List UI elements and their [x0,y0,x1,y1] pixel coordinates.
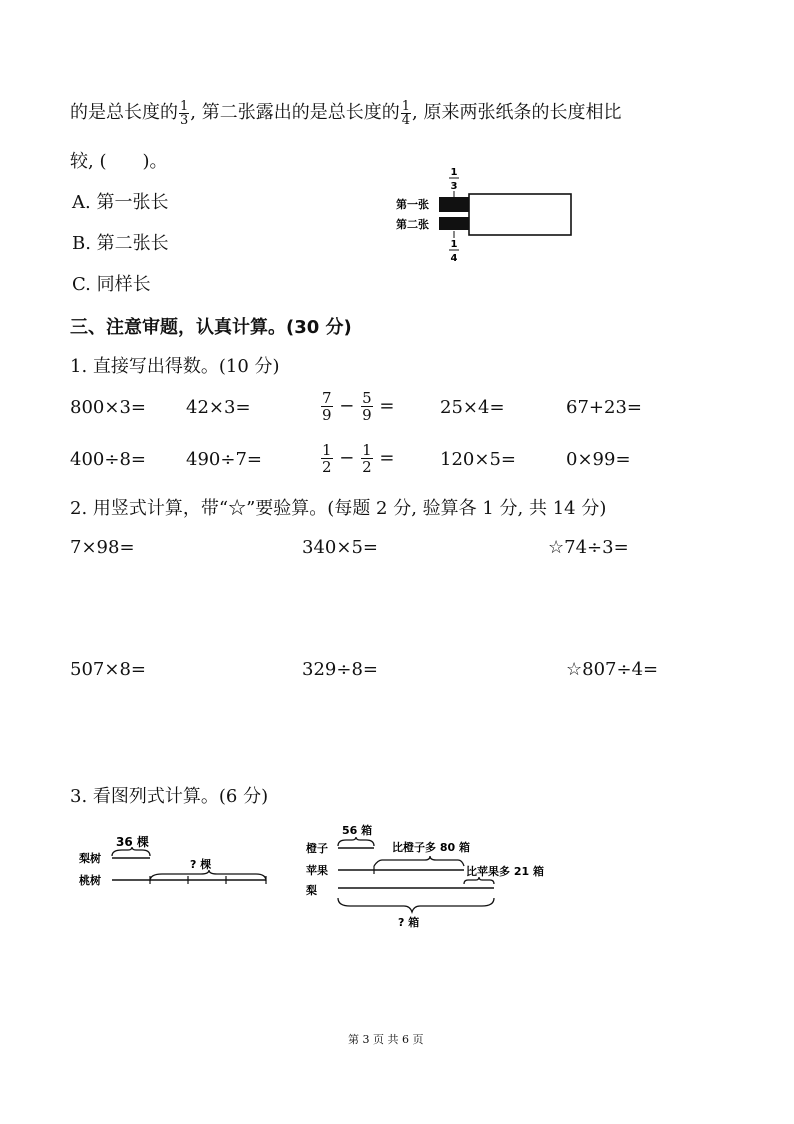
vertical-calc-item: 329÷8= [302,659,378,680]
fig-frac-top-den: 3 [450,181,458,192]
label-more-than-orange: 比橙子多 80 箱 [392,841,470,854]
fig-frac-bottom-num: 1 [450,239,458,250]
calc-item: 120×5= [440,449,516,470]
calc-item: 800×3= [70,397,146,418]
overlap-box [469,194,571,235]
problem-line-2: 较, ( )。 [70,151,168,172]
fraction-one-third: $\frac{1}{3}$ [180,98,189,128]
question-trees: ? 棵 [190,858,212,871]
calc-item: 400÷8= [70,449,146,470]
brace-21 [464,877,494,884]
label-second-strip: 第二张 [396,218,429,231]
vertical-calc-item: ☆74÷3= [548,537,629,558]
q3-title: 3. 看图列式计算。(6 分) [70,786,269,807]
vertical-calc-item: 7×98= [70,537,135,558]
label-pear-tree: 梨树 [79,852,101,865]
fig-frac-bottom-den: 4 [450,253,458,264]
option-b: B. 第二张长 [72,233,169,254]
label-peach-tree: 桃树 [79,874,101,887]
strip-second-exposed [439,217,469,230]
calc-fraction-item: $\frac{7}{9}$ − $\frac{5}{9}$ = [322,389,395,424]
strip-first-exposed [439,197,469,212]
label-orange: 橙子 [306,842,328,855]
q2-title: 2. 用竖式计算，带“☆”要验算。(每题 2 分, 验算各 1 分, 共 14 分) [70,498,607,519]
calc-item: 42×3= [186,397,251,418]
calc-item: 0×99= [566,449,631,470]
problem-line-1: 的是总长度的 $\frac{1}{3}$ , 第二张露出的是总长度的 $\frac{1}{4}$ , 原来两张纸条的长度相比 [70,98,622,128]
vertical-calc-item: ☆807÷4= [566,659,659,680]
tree-line-diagram [76,826,276,888]
label-first-strip: 第一张 [396,198,429,211]
brace-56 [338,837,374,846]
count-label-36: 36 棵 [116,835,149,849]
option-c: C. 同样长 [72,274,151,295]
calc-item: 490÷7= [186,449,262,470]
q1-title: 1. 直接写出得数。(10 分) [70,356,280,377]
label-apple: 苹果 [306,864,328,877]
label-pear: 梨 [306,884,317,897]
fruit-boxes-diagram [300,820,560,932]
calc-fraction-item: $\frac{1}{2}$ − $\frac{1}{2}$ = [322,441,395,476]
vertical-calc-item: 507×8= [70,659,146,680]
label-more-than-apple: 比苹果多 21 箱 [466,865,544,878]
vertical-calc-item: 340×5= [302,537,378,558]
section-3-heading: 三、注意审题，认真计算。(30 分) [70,317,352,338]
paper-strips-figure [390,160,580,265]
option-a: A. 第一张长 [72,192,169,213]
question-boxes: ? 箱 [398,916,420,929]
page-number: 第 3 页 共 6 页 [348,1033,424,1046]
brace-80 [374,856,464,866]
fraction-one-quarter: $\frac{1}{4}$ [401,98,411,128]
calc-item: 67+23= [566,397,642,418]
count-label-56: 56 箱 [342,824,373,837]
brace-total [338,898,494,912]
fig-frac-top-num: 1 [450,167,458,178]
calc-item: 25×4= [440,397,505,418]
